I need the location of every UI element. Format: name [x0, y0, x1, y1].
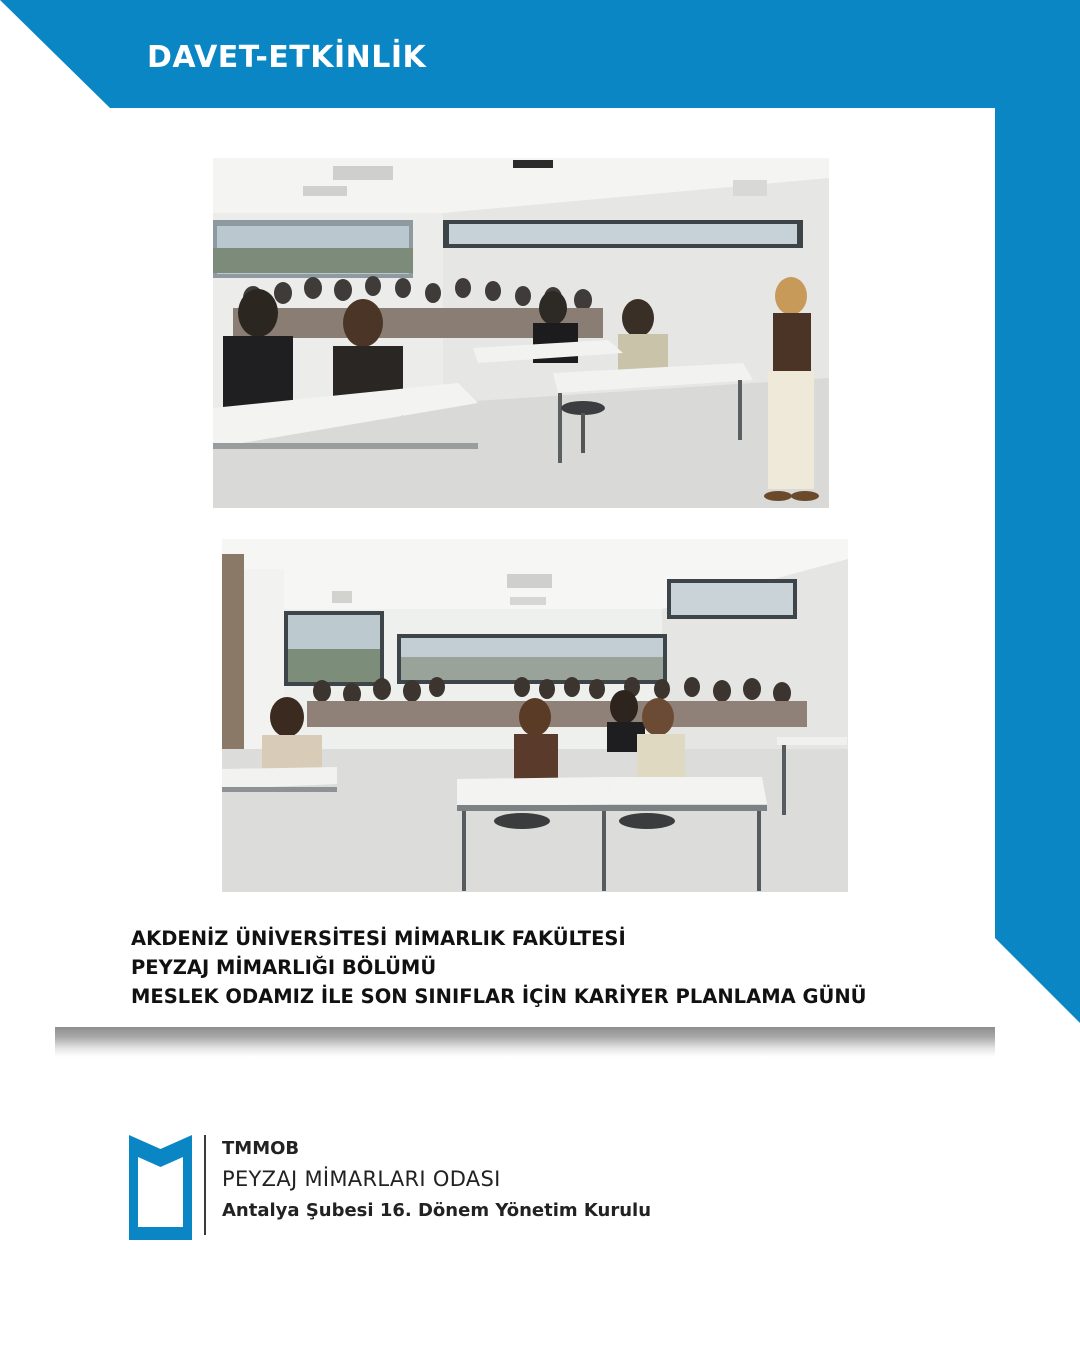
caption-department: PEYZAJ MİMARLIĞI BÖLÜMÜ	[131, 956, 437, 979]
logo-separator	[204, 1135, 206, 1235]
caption-event: MESLEK ODAMIZ İLE SON SINIFLAR İÇİN KARİYER PLANLAMA GÜNÜ	[131, 985, 867, 1008]
chamber-logo-icon	[129, 1135, 192, 1240]
classroom-photo-1	[213, 158, 829, 508]
event-caption	[131, 924, 866, 1011]
org-name-chamber: PEYZAJ MİMARLARI ODASI	[222, 1167, 501, 1191]
caption-university: AKDENİZ ÜNİVERSİTESİ MİMARLIK FAKÜLTESİ	[131, 927, 626, 950]
org-branch-board: Antalya Şubesi 16. Dönem Yönetim Kurulu	[222, 1200, 652, 1221]
side-accent-band	[995, 108, 1080, 1023]
classroom-photo-2	[222, 539, 848, 892]
page-title: DAVET-ETKİNLİK	[147, 40, 427, 75]
section-divider	[55, 1027, 995, 1057]
org-name-tmmob: TMMOB	[222, 1138, 300, 1159]
